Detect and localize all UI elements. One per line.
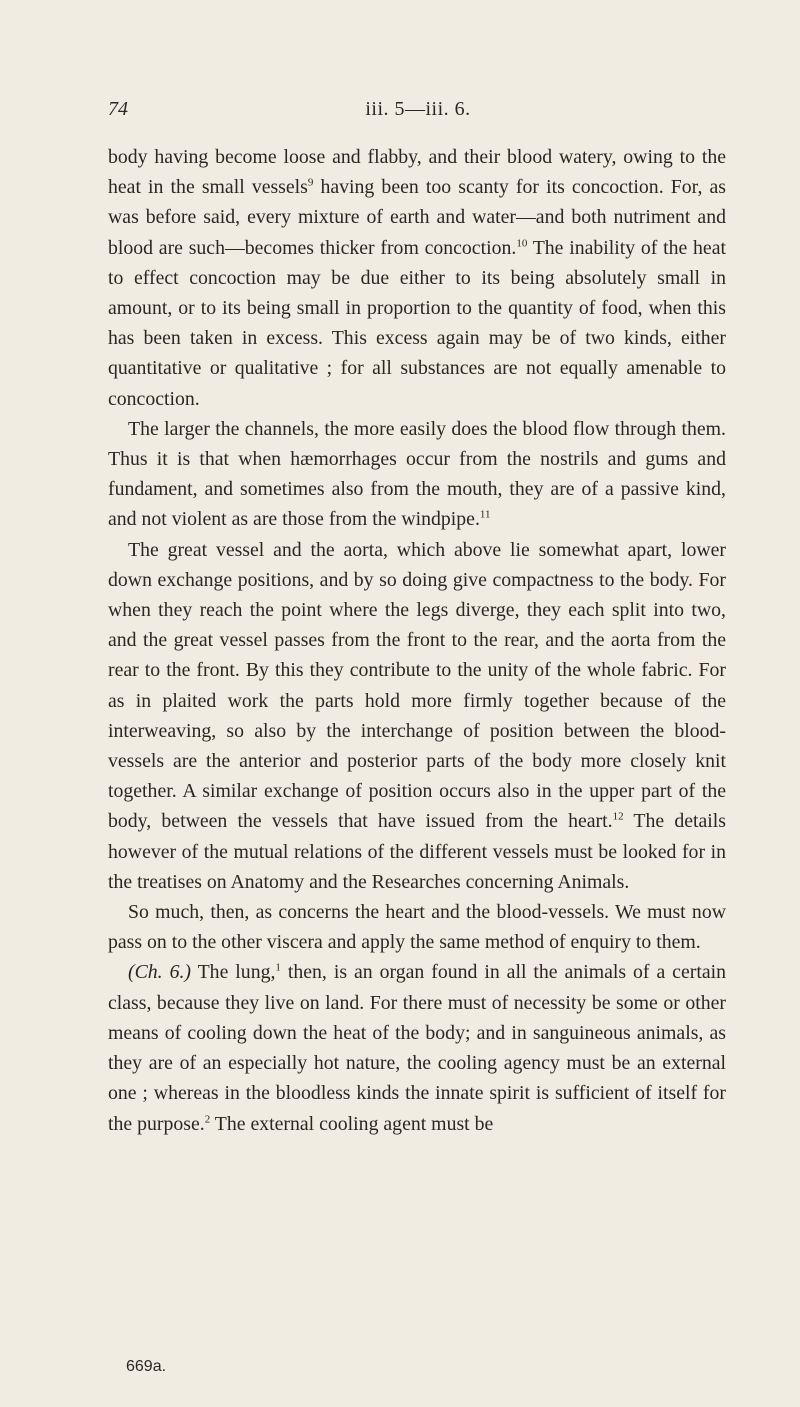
text-run: The lung, — [191, 961, 276, 984]
text-run: body having become loose and flabby, and their blood watery, owing to the heat in the small vessels — [108, 146, 726, 199]
printer-signature: 669a. — [126, 1358, 167, 1375]
paragraph-2 — [108, 414, 726, 535]
text-run: The larger the channels, the more easily does the blood flow through them. Thus it is that when hæmorrhages occur from the nostrils and gums and fundament, and sometimes also from the mouth, they are of a passive kind, and not violent as are those from the windpipe. — [108, 417, 726, 531]
text-run: having been too scanty for its concoction. For, as was before said, every mixture of earth and water—and both nutriment and blood are such—becomes thicker from concoction. — [108, 176, 726, 259]
page-number: 74 — [108, 98, 128, 120]
footnote-marker: 12 — [612, 810, 624, 823]
page-header — [108, 98, 728, 128]
paragraph-3 — [108, 535, 726, 897]
footnote-marker: 11 — [479, 508, 491, 521]
footnote-marker: 1 — [275, 961, 281, 974]
paragraph-5 — [108, 957, 726, 1138]
footnote-marker: 10 — [516, 237, 528, 250]
footnote-marker: 9 — [307, 176, 314, 189]
text-run: then, is an organ found in all the animals of a certain class, because they live on land. For there must of necessity be some or other means of cooling down the heat of the body; and in sanguineous animals, as they are of an especially hot nature, the cooling agency must be an external one ; whereas in the bloodless kinds the innate spirit is sufficient of itself for the purpose. — [108, 961, 726, 1135]
paragraph-4 — [108, 897, 726, 957]
paragraph-1 — [108, 142, 726, 414]
chapter-reference: (Ch. 6.) — [128, 961, 191, 984]
footnote-marker: 2 — [204, 1112, 211, 1125]
text-run: So much, then, as concerns the heart and the blood-vessels. We must now pass on to the other viscera and apply the same method of enquiry to them. — [108, 901, 726, 954]
text-run: The details however of the mutual relations of the different vessels must be looked for in the treatises on Anatomy and the Researches concerning Animals. — [108, 810, 726, 893]
running-head: iii. 5—iii. 6. — [365, 98, 471, 120]
text-run: The great vessel and the aorta, which above lie somewhat apart, lower down exchange positions, and by so doing give compactness to the body. For when they reach the point where the legs diverge, they each split into two, and the great vessel passes from the front to the rear, and the aorta from the rear to the front. By this they contribute to the unity of the whole fabric. For as in plaited work the parts hold more firmly together because of the interweaving, so also by the interchange of position between the blood-vessels are the anterior and posterior parts of the body more closely knit together. A similar exchange of position occurs also in the upper part of the body, between the vessels that have issued from the heart. — [108, 538, 726, 833]
text-run: The external cooling agent must be — [210, 1112, 494, 1135]
body-text — [108, 142, 726, 1139]
text-run: The inability of the heat to effect concoction may be due either to its being absolutely small in amount, or to its being small in proportion to the quantity of food, when this has been taken in excess. This excess again may be of two kinds, either quantitative or qualitative ; for all substances are not equally amenable to concoction. — [108, 236, 726, 410]
